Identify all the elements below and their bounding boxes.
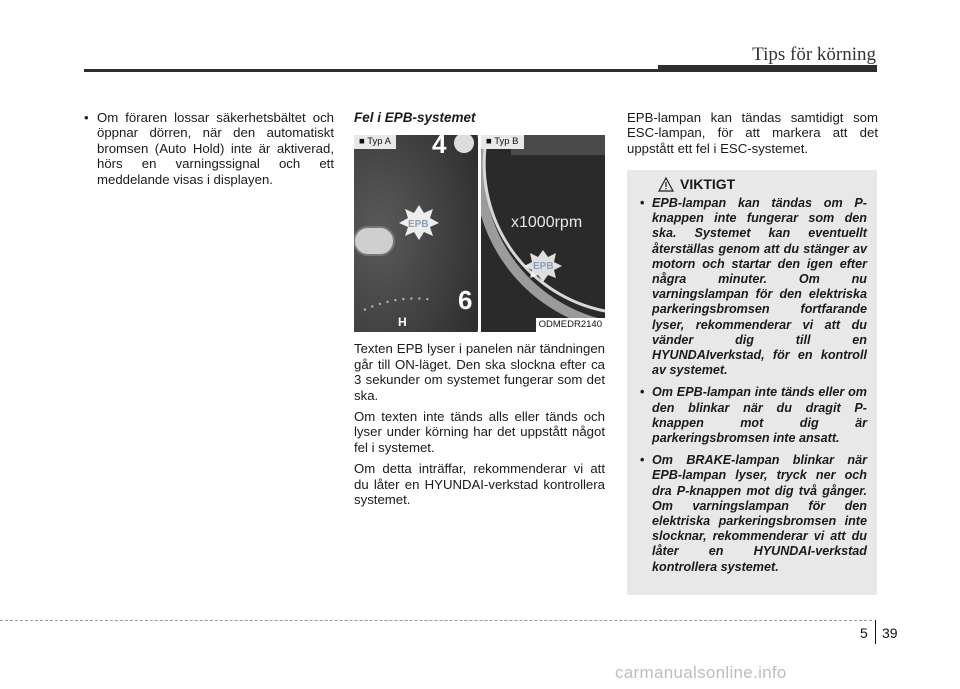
gauge-b-graphic xyxy=(481,135,605,332)
footer-dashed-rule xyxy=(0,620,872,621)
figure-label-typ-b: ■ Typ B xyxy=(481,135,524,149)
page-number: 39 xyxy=(882,625,898,641)
gauge-b-rpm-text: x1000rpm xyxy=(511,214,583,232)
chapter-number: 5 xyxy=(860,625,868,641)
warning-item-3: • Om BRAKE-lampan blinkar när EPB-lampan lyser, tryck ner och dra P-knappen mot dig två gånger. Om varningslampan för den elektriska parkeringsbromsen inte slocknar, rekommenderar vi att du låter en HYUNDAI-verkstad kontrollera systemet. xyxy=(640,453,867,575)
page-number-divider xyxy=(875,620,876,644)
bullet-seatbelt-warning: • Om föraren lossar säkerhetsbältet och öppnar dörren, när den automatiskt bromsen (Auto Hold) inte är aktiverad, hörs en varningssignal och ett meddelande visas i displayen. xyxy=(82,110,334,187)
warning-box xyxy=(627,170,877,595)
section-title: Fel i EPB-systemet xyxy=(354,110,476,125)
epb-figure xyxy=(354,135,605,332)
paragraph-1: Texten EPB lyser i panelen när tändningen går till ON-läget. Den ska slockna efter ca 3 sekunder om systemet fungerar som det ska. xyxy=(354,341,605,403)
warning-header xyxy=(658,176,867,192)
header-title: Tips för körning xyxy=(752,44,876,65)
paragraph-3: Om detta inträffar, rekommenderar vi att du låter en HYUNDAI-verkstad kontrollera systemet. xyxy=(354,461,605,508)
gauge-a-digit-4: 4 xyxy=(432,135,447,160)
watermark-text: carmanualsonline.info xyxy=(615,663,787,682)
gauge-a-epb-text: EPB xyxy=(408,219,429,231)
warning-title: VIKTIGT xyxy=(680,176,736,192)
figure-caption: ODMEDR2140 xyxy=(536,318,605,332)
figure-label-typ-a: ■ Typ A xyxy=(354,135,396,149)
column-3 xyxy=(627,110,878,162)
paragraph-2: Om texten inte tänds alls eller tänds och lyser under körning har det uppstått något fel i systemet. xyxy=(354,409,605,455)
paragraph-esc: EPB-lampan kan tändas samtidigt som ESC-lampan, för att markera att det uppstått ett fel i ESC-systemet. xyxy=(627,110,878,156)
warning-item-2: • Om EPB-lampan inte tänds eller om den blinkar när du dragit P-knappen mot dig är parkeringsbromsen inte ansatt. xyxy=(640,385,867,446)
gauge-panel-typ-a xyxy=(354,135,478,332)
warning-list xyxy=(640,196,867,575)
gauge-a-letter-h: H xyxy=(398,315,407,330)
gauge-panel-typ-b xyxy=(481,135,605,332)
gauge-b-epb-text: EPB xyxy=(533,261,554,273)
warning-item-1: • EPB-lampan kan tändas om P-knappen inte fungerar som den ska. Systemet kan eventuellt återställas genom att du stänger av motorn och startar den igen efter några minuter. Om nu varningslampan för den elektriska parkeringsbromsen fortfarande lyser, rekommenderar vi att du vänder dig till en HYUNDAIverkstad, för en kontroll av systemet. xyxy=(640,196,867,378)
column-1 xyxy=(82,110,334,187)
header-rule-accent xyxy=(658,65,877,72)
column-2 xyxy=(354,110,605,513)
gauge-a-digit-6: 6 xyxy=(458,285,473,316)
warning-triangle-icon xyxy=(658,177,674,192)
